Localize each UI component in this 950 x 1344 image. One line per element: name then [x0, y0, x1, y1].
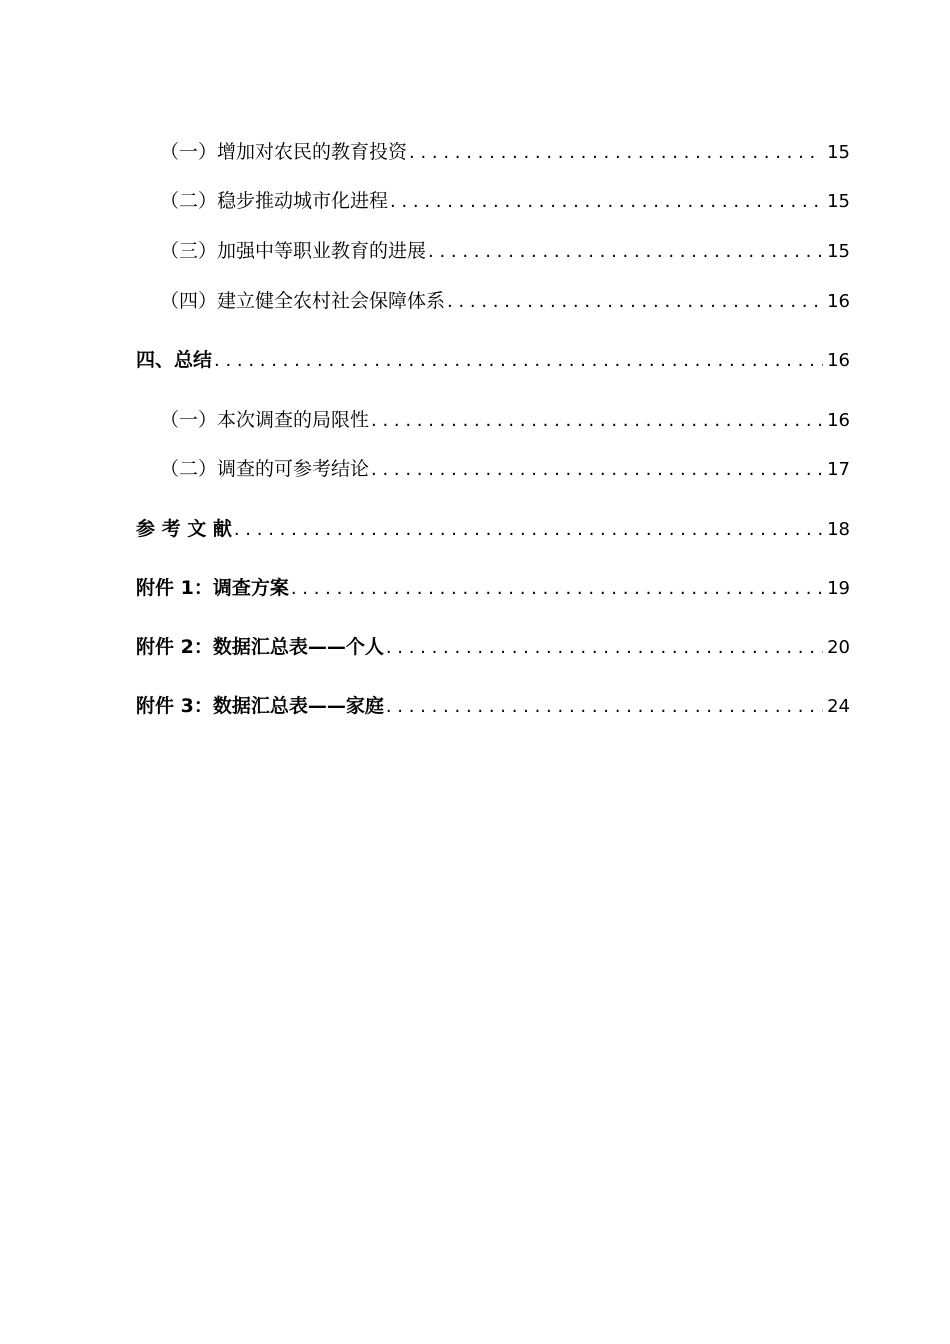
toc-entry[interactable]: [160, 239, 850, 264]
toc-entry-section[interactable]: [136, 576, 850, 601]
toc-dot-leader: [447, 290, 823, 314]
toc-entry-title: （三）加强中等职业教育的进展: [160, 240, 427, 262]
toc-entry-title: 四、总结: [136, 349, 213, 371]
toc-page-number: 24: [827, 696, 850, 717]
toc-dot-leader: [428, 240, 823, 264]
toc-page-number: 18: [827, 519, 850, 540]
toc-entry[interactable]: [160, 189, 850, 214]
toc-page-number: 16: [827, 350, 850, 371]
toc-entry-section[interactable]: [136, 635, 850, 660]
toc-page-number: 19: [827, 578, 850, 599]
toc-dot-leader: [386, 636, 823, 660]
toc-entry-title: （一）本次调查的局限性: [160, 409, 370, 431]
toc-entry-title: （四）建立健全农村社会保障体系: [160, 290, 446, 312]
toc-dot-leader: [371, 458, 823, 482]
toc-entry-section[interactable]: [136, 517, 850, 542]
toc-entry-title: 参 考 文 献: [136, 518, 232, 540]
toc-entry-section[interactable]: [136, 348, 850, 373]
toc-page-number: 17: [827, 459, 850, 480]
toc-dot-leader: [234, 518, 823, 542]
toc-page-number: 15: [827, 241, 850, 262]
toc-page-number: 16: [827, 410, 850, 431]
toc-page-number: 16: [827, 291, 850, 312]
toc-dot-leader: [291, 577, 823, 601]
toc-page-number: 15: [827, 191, 850, 212]
toc-entry[interactable]: [160, 289, 850, 314]
toc-entry[interactable]: [160, 457, 850, 482]
toc-dot-leader: [386, 695, 823, 719]
toc-dot-leader: [390, 190, 823, 214]
toc-page-number: 15: [827, 142, 850, 163]
toc-entry-title: 附件 1：调查方案: [136, 577, 289, 599]
toc-entry-title: （二）调查的可参考结论: [160, 458, 370, 480]
toc-dot-leader: [214, 349, 823, 373]
toc-entry-title: （一）增加对农民的教育投资: [160, 141, 408, 163]
toc-entry[interactable]: [160, 140, 850, 165]
toc-entry[interactable]: [160, 408, 850, 433]
toc-entry-title: （二）稳步推动城市化进程: [160, 190, 389, 212]
toc-dot-leader: [371, 409, 823, 433]
toc-entry-section[interactable]: [136, 694, 850, 719]
toc-page-number: 20: [827, 637, 850, 658]
toc-entry-title: 附件 3：数据汇总表——家庭: [136, 695, 384, 717]
toc-entry-title: 附件 2：数据汇总表——个人: [136, 636, 384, 658]
toc-dot-leader: [409, 141, 823, 165]
